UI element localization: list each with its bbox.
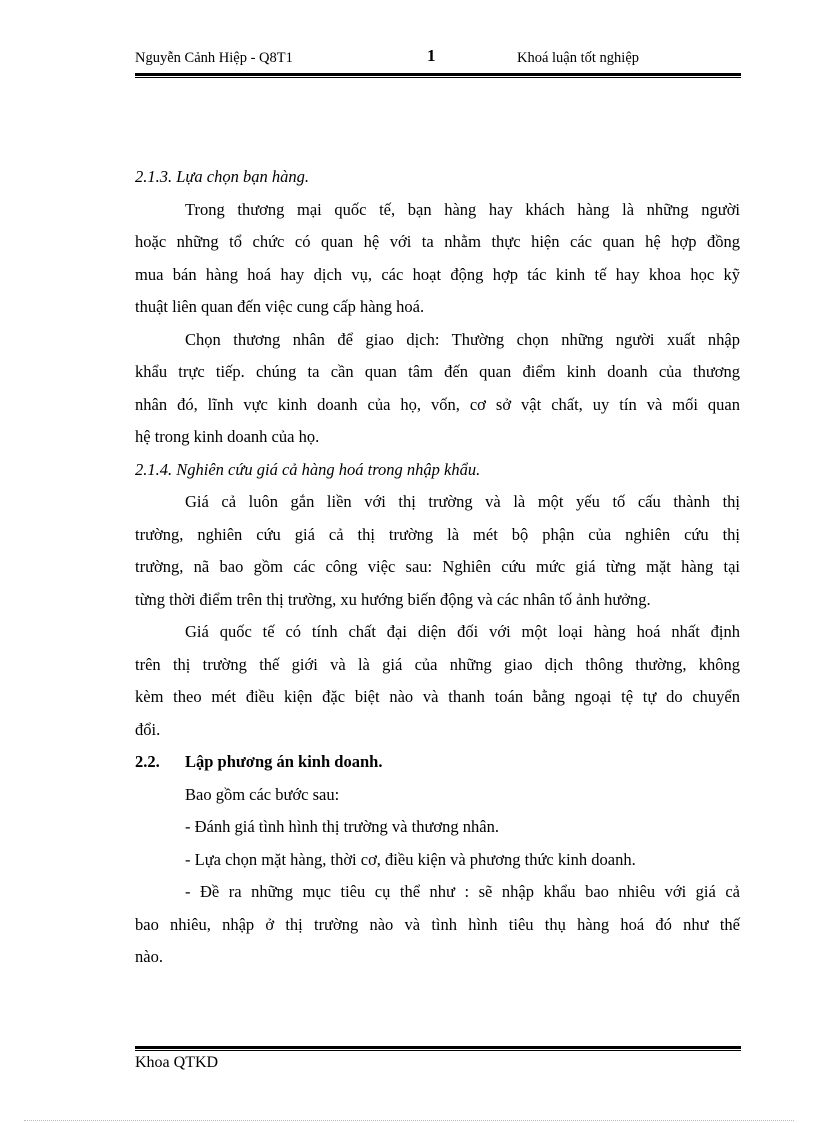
paragraph-4: [135, 616, 740, 746]
header-thesis-title: Khoá luận tốt nghiệp: [517, 50, 640, 66]
section-number: 2.2.: [135, 752, 160, 771]
paragraph-line: nhân đó, lĩnh vực kinh doanh của họ, vốn, cơ sở vật chất, uy tín và mối quan: [135, 394, 740, 414]
paragraph-line: khẩu trực tiếp. chúng ta cần quan tâm đến quan điểm kinh doanh của thương: [135, 362, 740, 381]
section-heading-2-2: [135, 746, 740, 779]
paragraph-line: nào.: [135, 947, 163, 966]
footer-rule: [135, 1046, 741, 1051]
page-bottom-divider: [24, 1120, 794, 1121]
bullet-item: - Đánh giá tình hình thị trường và thương nhân.: [185, 817, 499, 836]
paragraph-line: đổi.: [135, 719, 161, 739]
paragraph-line: hoặc những tổ chức có quan hệ với ta nhằm thực hiện các quan hệ hợp đồng: [135, 232, 740, 251]
paragraph-line: trường, nã bao gồm các công việc sau: Nghiên cứu mức giá từng mặt hàng tại: [135, 557, 740, 576]
paragraph-line: trên thị trường thế giới và là giá của những giao dịch thông thường, không: [135, 654, 740, 674]
paragraph-line: bao nhiêu, nhập ở thị trường nào và tình hình tiêu thụ hàng hoá đó như thế: [135, 914, 740, 934]
paragraph-line: Chọn thương nhân để giao dịch: Thường chọn những người xuất nhập: [185, 329, 740, 349]
paragraph-line: hệ trong kinh doanh của họ.: [135, 427, 320, 446]
paragraph-line: - Đề ra những mục tiêu cụ thể như : sẽ nhập khẩu bao nhiêu với giá cả: [185, 882, 740, 901]
header-author: Nguyễn Cảnh Hiệp - Q8T1: [135, 50, 293, 66]
paragraph-line: từng thời điểm trên thị trường, xu hướng biến động và các nhân tố ảnh hưởng.: [135, 589, 651, 609]
paragraph-3: [135, 486, 740, 616]
section-heading-2-1-4: 2.1.4. Nghiên cứu giá cả hàng hoá trong nhập khẩu.: [135, 459, 481, 479]
intro-line: Bao gồm các bước sau:: [185, 784, 340, 804]
header-rule: [135, 73, 741, 78]
paragraph-line: Trong thương mại quốc tế, bạn hàng hay khách hàng là những người: [185, 199, 740, 219]
paragraph-5: [135, 876, 740, 974]
paragraph-line: Giá quốc tế có tính chất đại diện đối với một loại hàng hoá nhất định: [185, 622, 740, 641]
paragraph-line: kèm theo mét điều kiện đặc biệt nào và thanh toán bằng ngoại tệ tự do chuyển: [135, 687, 740, 706]
paragraph-1: [135, 194, 740, 324]
section-heading-2-1-3: 2.1.3. Lựa chọn bạn hàng.: [135, 167, 309, 186]
header-page-number: 1: [427, 46, 436, 65]
section-title: Lập phương án kinh doanh.: [185, 752, 383, 771]
footer-department: Khoa QTKD: [135, 1054, 219, 1071]
paragraph-line: Giá cả luôn gắn liền với thị trường và là một yếu tố cấu thành thị: [185, 492, 740, 511]
paragraph-line: trường, nghiên cứu giá cả thị trường là mét bộ phận của nghiên cứu thị: [135, 524, 740, 544]
paragraph-line: thuật liên quan đến việc cung cấp hàng hoá.: [135, 297, 425, 316]
paragraph-2: [135, 324, 740, 454]
document-body: [135, 161, 740, 974]
page-header: [135, 46, 741, 70]
paragraph-line: mua bán hàng hoá hay dịch vụ, các hoạt động hợp tác kinh tế hay khoa học kỹ: [135, 264, 740, 284]
bullet-item: - Lựa chọn mặt hàng, thời cơ, điều kiện và phương thức kinh doanh.: [185, 849, 636, 869]
